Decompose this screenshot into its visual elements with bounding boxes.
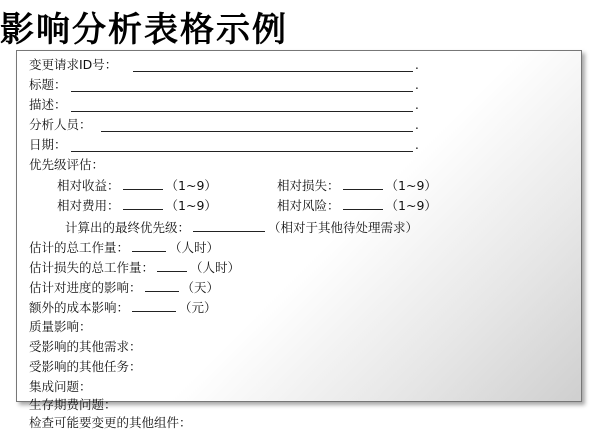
heading-field[interactable]	[71, 91, 413, 92]
list-item: 受影响的其他需求：	[29, 339, 142, 354]
schedule-impact-unit: （天）	[181, 280, 220, 295]
schedule-impact-label: 估计对进度的影响：	[29, 280, 142, 295]
date-row	[29, 137, 579, 153]
lost-effort-row	[29, 259, 240, 275]
end-mark: .	[415, 138, 419, 152]
priority-row-1	[57, 177, 557, 193]
range-hint: （1~9）	[165, 198, 217, 213]
extra-cost-field[interactable]	[132, 299, 176, 312]
schedule-impact-row	[29, 279, 219, 295]
end-mark: .	[415, 78, 419, 92]
list-item: 受影响的其他任务：	[29, 359, 142, 374]
analyst-row	[29, 117, 579, 133]
final-priority-field[interactable]	[193, 219, 265, 232]
final-priority-hint: （相对于其他待处理需求）	[268, 220, 419, 235]
relative-risk-field[interactable]	[343, 197, 383, 210]
range-hint: （1~9）	[165, 178, 217, 193]
list-item: 质量影响：	[29, 319, 92, 334]
final-priority-row	[65, 219, 565, 235]
relative-benefit-field[interactable]	[123, 177, 163, 190]
relative-cost-field[interactable]	[123, 197, 163, 210]
change-request-id-label: 变更请求ID号：	[29, 57, 118, 72]
end-mark: .	[415, 58, 419, 72]
extra-cost-label: 额外的成本影响：	[29, 300, 130, 315]
relative-loss-label: 相对损失：	[277, 178, 340, 193]
page-title: 影响分析表格示例	[0, 10, 288, 50]
priority-label: 优先级评估：	[29, 157, 105, 172]
end-mark: .	[415, 118, 419, 132]
change-request-id-field[interactable]	[133, 71, 413, 72]
extra-cost-row	[29, 299, 217, 315]
description-row	[29, 97, 579, 113]
description-label: 描述：	[29, 97, 67, 112]
relative-loss-field[interactable]	[343, 177, 383, 190]
impact-analysis-form	[16, 50, 582, 430]
priority-row-2	[57, 197, 557, 213]
description-field[interactable]	[71, 111, 413, 112]
end-mark: .	[415, 98, 419, 112]
total-effort-label: 估计的总工作量：	[29, 240, 130, 255]
lost-effort-label: 估计损失的总工作量：	[29, 260, 155, 275]
date-field[interactable]	[71, 151, 413, 152]
range-hint: （1~9）	[385, 198, 437, 213]
heading-row	[29, 77, 579, 93]
final-priority-label: 计算出的最终优先级：	[65, 220, 191, 235]
relative-benefit-label: 相对收益：	[57, 178, 120, 193]
schedule-impact-field[interactable]	[145, 279, 179, 292]
change-request-id-row	[29, 57, 579, 73]
list-item: 检查可能要变更的其他组件：	[29, 415, 192, 430]
total-effort-field[interactable]	[132, 239, 166, 252]
relative-risk-label: 相对风险：	[277, 198, 340, 213]
analyst-field[interactable]	[101, 131, 413, 132]
extra-cost-unit: （元）	[179, 300, 217, 315]
heading-label: 标题：	[29, 77, 67, 92]
total-effort-row	[29, 239, 219, 255]
lost-effort-unit: （人时）	[190, 260, 241, 275]
list-item: 生存期费问题：	[29, 397, 117, 412]
date-label: 日期：	[29, 137, 67, 152]
relative-cost-label: 相对费用：	[57, 198, 120, 213]
analyst-label: 分析人员：	[29, 117, 92, 132]
priority-label-row	[29, 157, 104, 173]
lost-effort-field[interactable]	[157, 259, 187, 272]
list-item: 集成问题：	[29, 379, 92, 394]
total-effort-unit: （人时）	[169, 240, 220, 255]
range-hint: （1~9）	[385, 178, 437, 193]
